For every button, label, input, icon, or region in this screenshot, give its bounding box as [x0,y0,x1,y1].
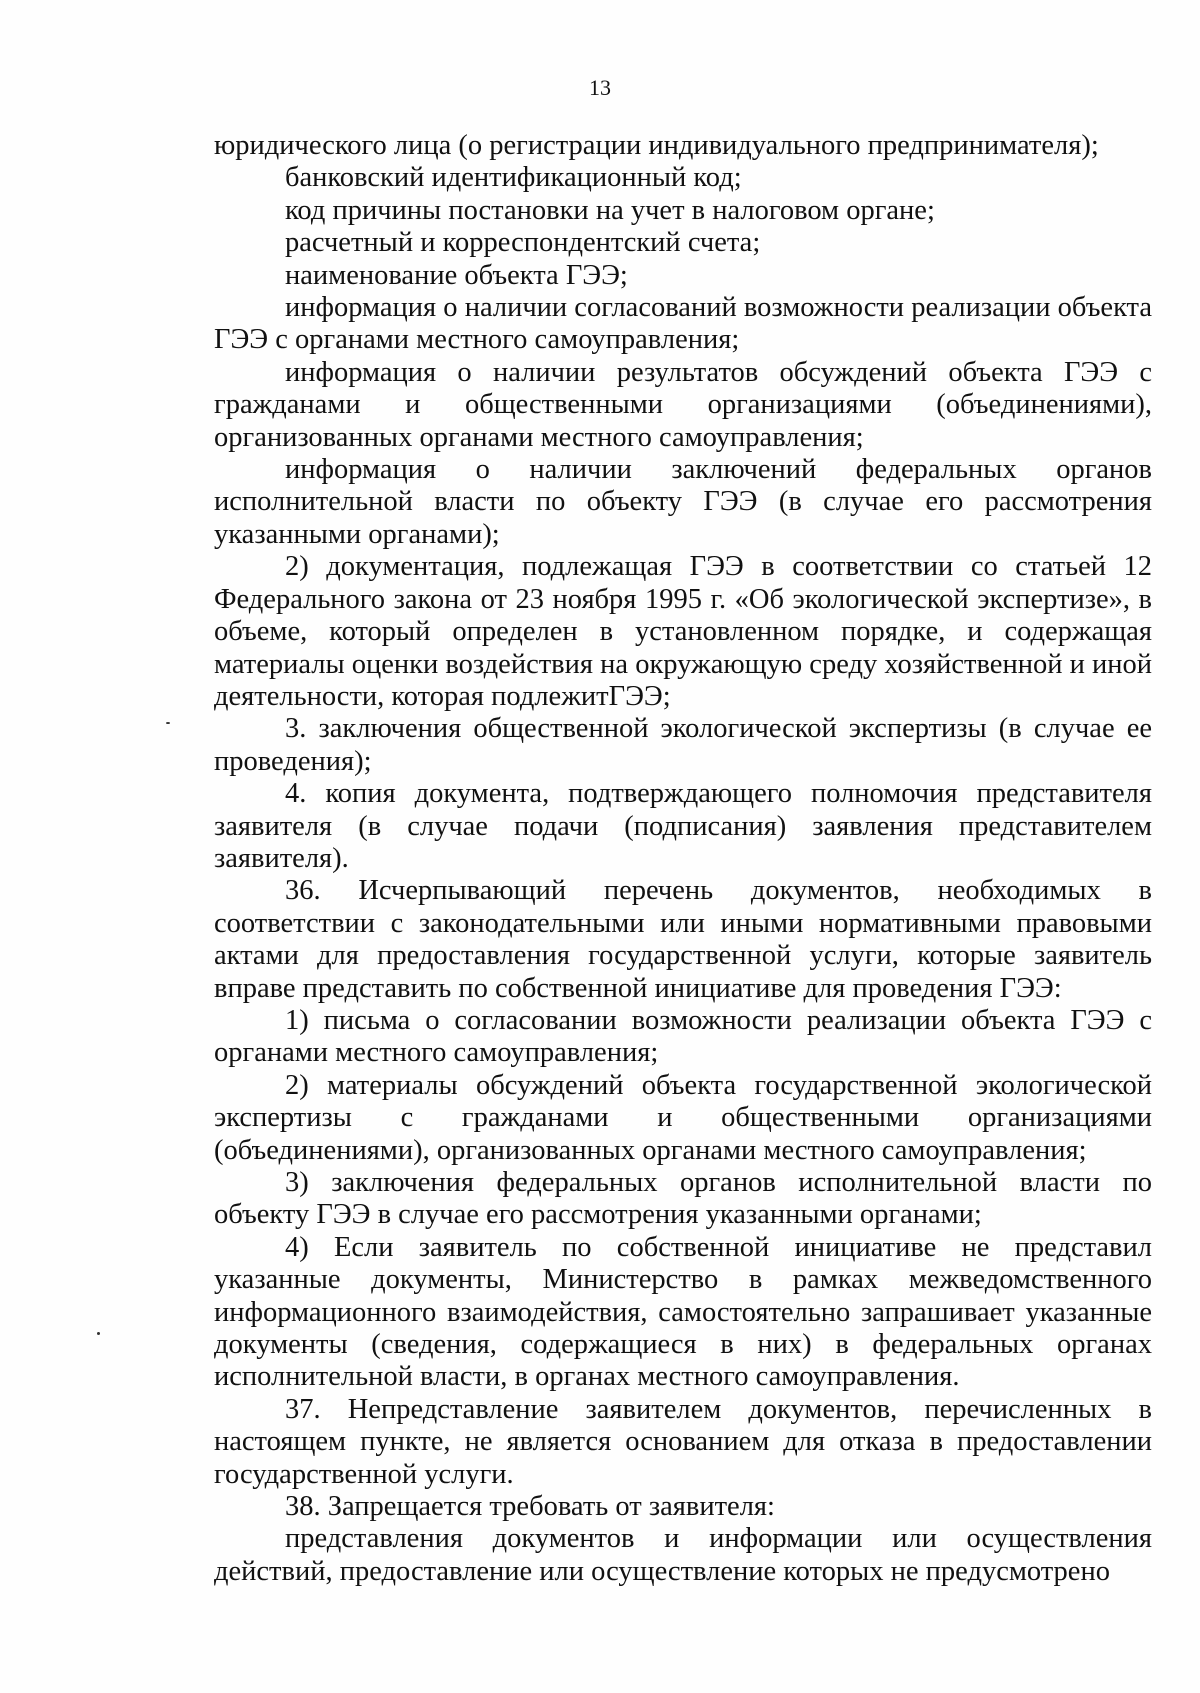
paragraph: 38. Запрещается требовать от заявителя: [285,1491,775,1523]
paragraph: информация о наличии согласований возможности реализации объекта ГЭЭ с органами местного самоуправления; [214,292,1152,356]
paragraph: банковский идентификационный код; [285,162,742,194]
paragraph: информация о наличии результатов обсуждений объекта ГЭЭ с гражданами и общественными организациями (объединениями), организованных органами местного самоуправления; [214,356,1152,453]
paragraph: представления документов и информации или осуществления действий, предоставление или осуществление которых не предусмотрено [214,1523,1152,1587]
page-number: 13 [589,75,611,100]
scan-artifact-mark [97,1332,100,1335]
paragraph: 4) Если заявитель по собственной инициативе не представил указанные документы, Министерство в рамках межведомственного информационного взаимодействия, самостоятельно запрашивает указанные документы (сведения, содержащиеся в них) в федеральных органах исполнительной власти, в органах местного самоуправления. [214,1231,1152,1393]
paragraph: 37. Непредставление заявителем документов, перечисленных в настоящем пункте, не является основанием для отказа в предоставлении государственной услуги. [214,1393,1152,1490]
paragraph: наименование объекта ГЭЭ; [285,259,628,291]
paragraph: 1) письма о согласовании возможности реализации объекта ГЭЭ с органами местного самоуправления; [214,1004,1152,1069]
paragraph: расчетный и корреспондентский счета; [285,227,761,259]
paragraph: 3) заключения федеральных органов исполнительной власти по объекту ГЭЭ в случае его рассмотрения указанными органами; [214,1167,1152,1231]
document-body [214,130,1152,1588]
paragraph: 36. Исчерпывающий перечень документов, необходимых в соответствии с законодательными или иными нормативными правовыми актами для предоставления государственной услуги, которые заявитель вправе представить по собственной инициативе для проведения ГЭЭ: [214,875,1152,1004]
paragraph: юридического лица (о регистрации индивидуального предпринимателя); [214,130,1099,161]
paragraph: код причины постановки на учет в налоговом органе; [285,194,935,226]
paragraph: 2) материалы обсуждений объекта государственной экологической экспертизы с гражданами и общественными организациями (объединениями), организованных органами местного самоуправления; [214,1069,1152,1166]
paragraph: 3. заключения общественной экологической экспертизы (в случае ее проведения); [214,713,1152,777]
scan-artifact-mark [166,722,170,724]
paragraph: 4. копия документа, подтверждающего полномочия представителя заявителя (в случае подачи (подписания) заявления представителем заявителя). [214,778,1152,874]
paragraph: информация о наличии заключений федеральных органов исполнительной власти по объекту ГЭЭ (в случае его рассмотрения указанными органами); [214,454,1152,550]
paragraph: 2) документация, подлежащая ГЭЭ в соответствии со статьей 12 Федерального закона от 23 ноября 1995 г. «Об экологической экспертизе», в объеме, который определен в установленном порядке, и содержащая материалы оценки воздействия на окружающую среду хозяйственной и иной деятельности, которая подлежитГЭЭ; [214,551,1152,712]
